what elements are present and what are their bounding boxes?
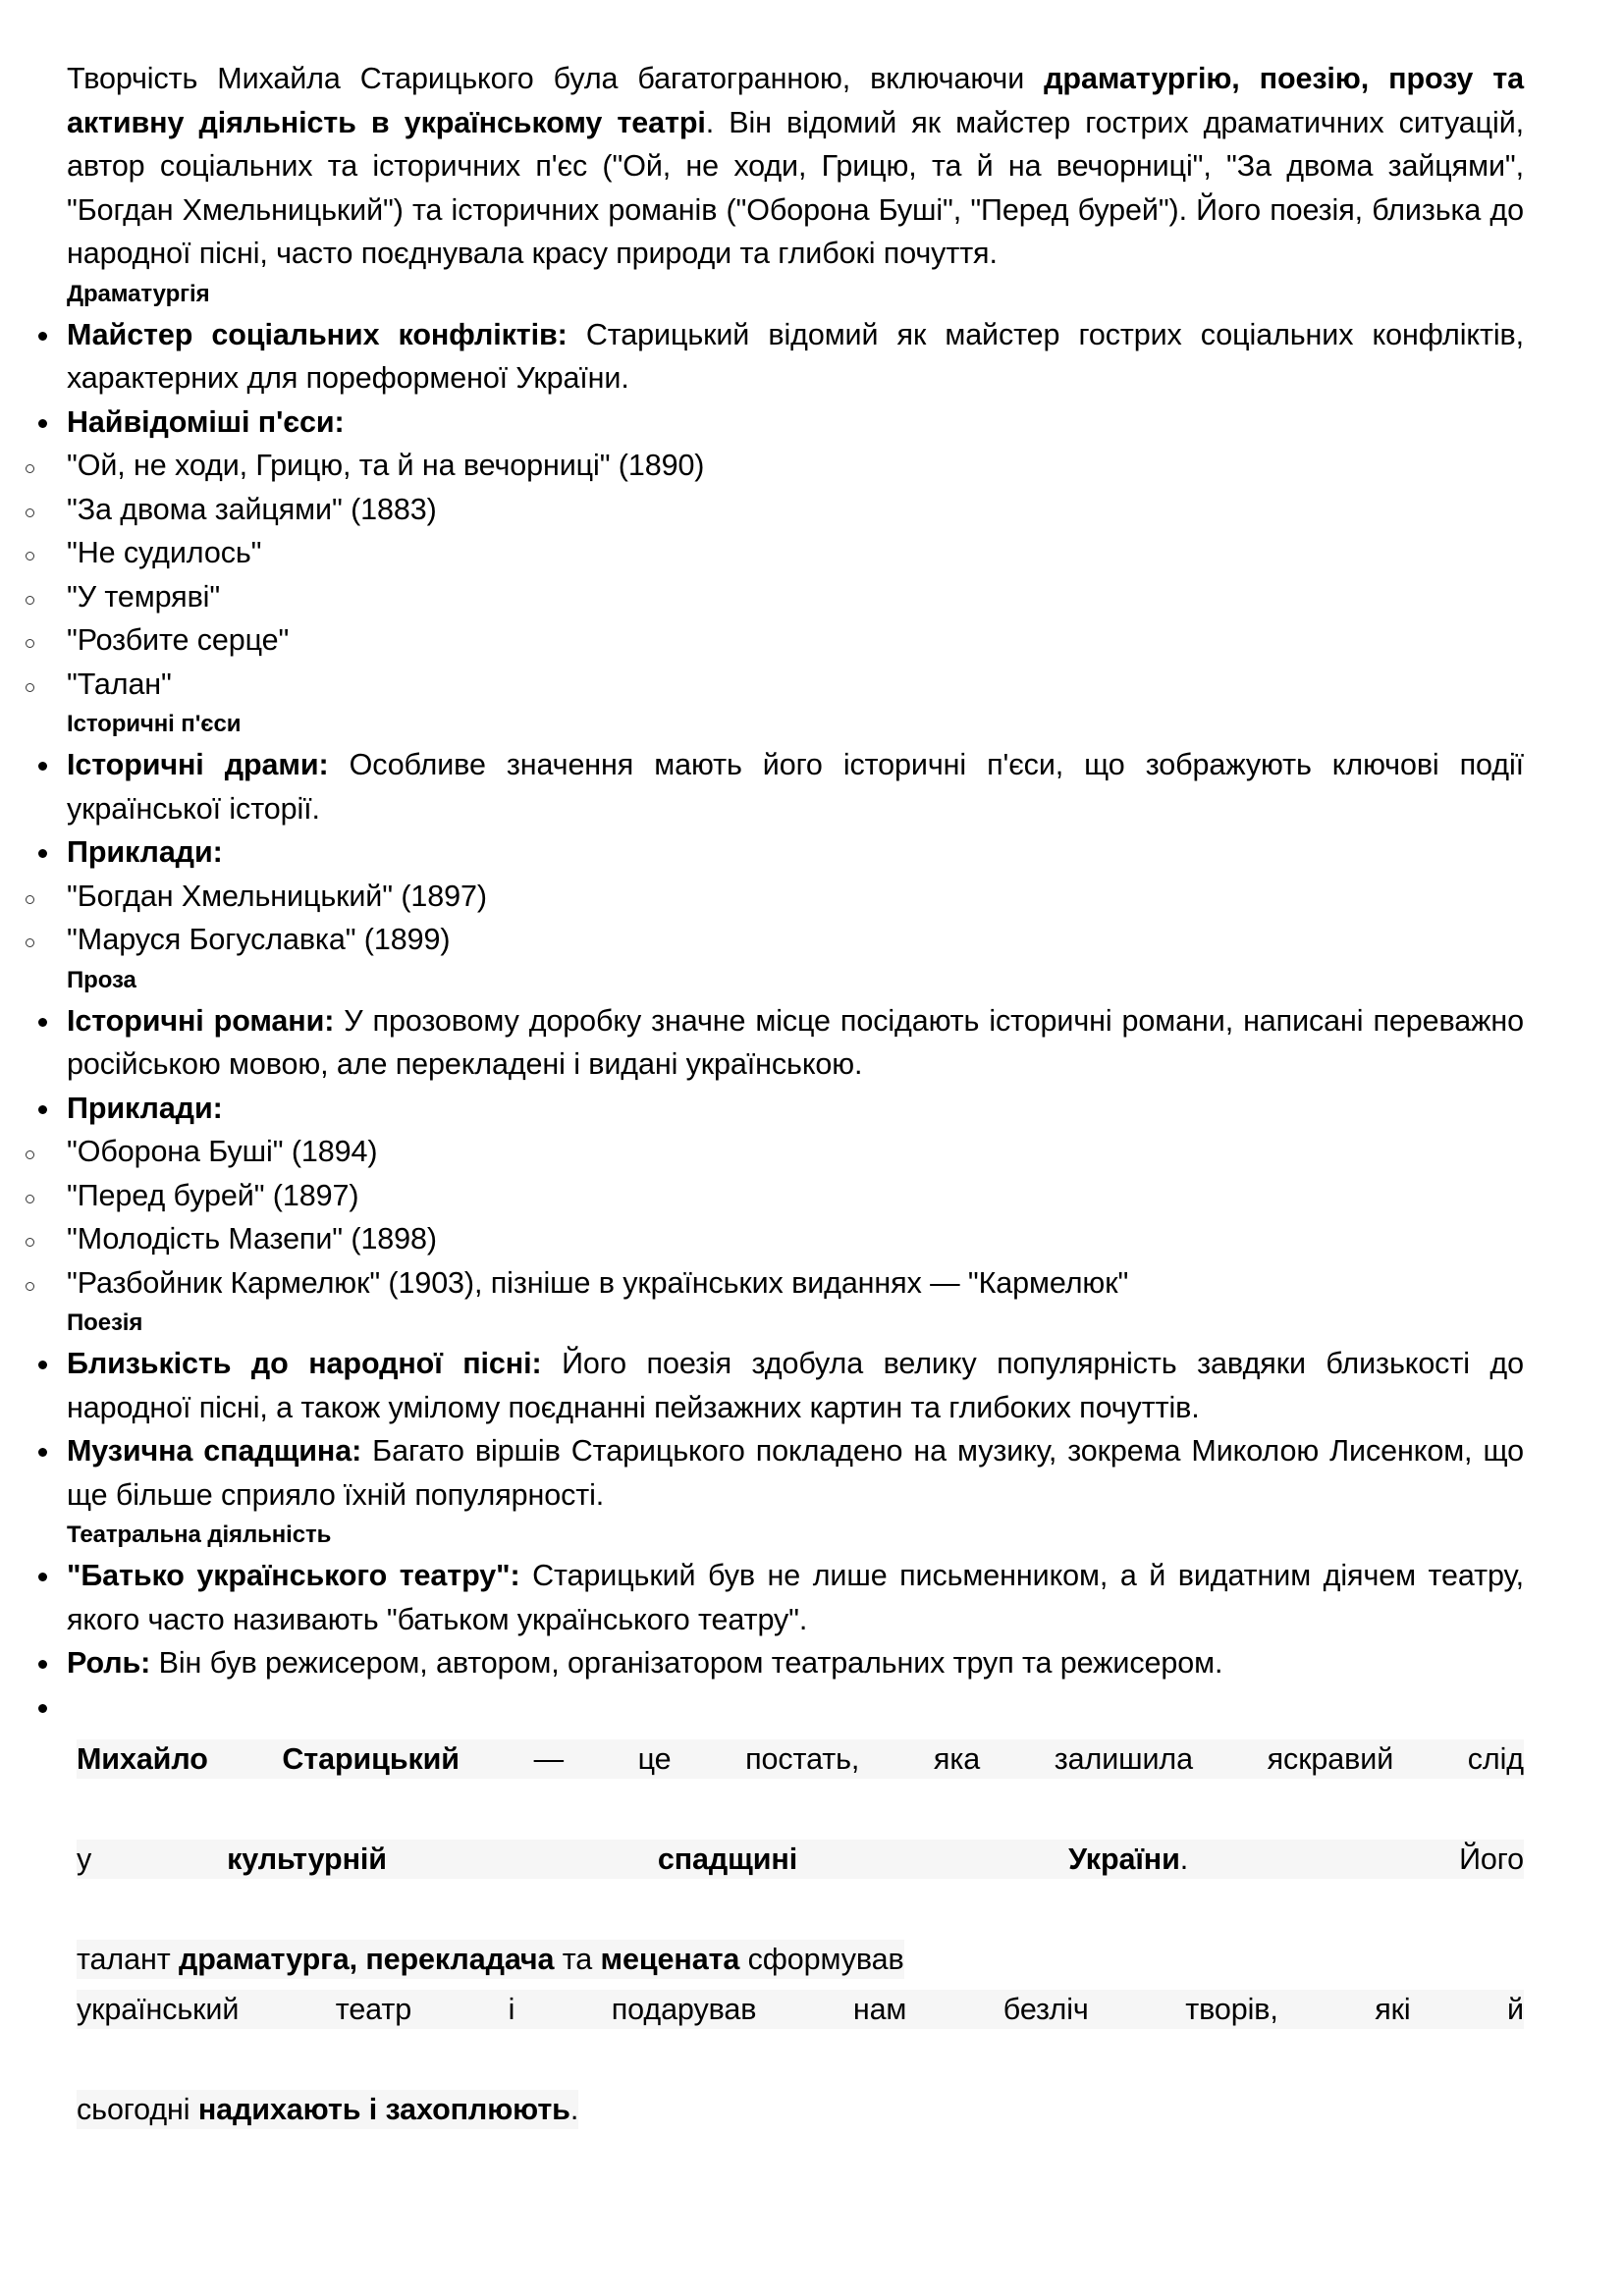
intro-bold-phrase: драматургію, поезію, прозу та активну діяльність в українському театрі	[67, 62, 1524, 139]
list-item-bold: Майстер соціальних конфліктів:	[67, 317, 568, 351]
disc-bullet-icon	[38, 332, 47, 341]
conclusion-bold-heritage: спадщині	[657, 1842, 798, 1876]
circle-bullet-icon	[26, 1195, 34, 1203]
list-item	[67, 743, 1524, 830]
list-item	[67, 1342, 1524, 1429]
list-item-text: У прозовому доробку значне місце посідають історичні романи, написані переважно російською мовою, але перекладені і видані українською.	[67, 1003, 1524, 1081]
list-item-bold: Близькість до народної пісні:	[67, 1347, 542, 1380]
conclusion-paragraph	[67, 1735, 1524, 2135]
list-item-bold: Історичні драми:	[67, 748, 329, 781]
conclusion-line5-suffix: .	[569, 2092, 579, 2126]
list-item	[67, 663, 1524, 707]
circle-bullet-icon	[26, 938, 34, 947]
list-item-text: Старицький відомий як майстер гострих соціальних конфліктів, характерних для пореформеної України.	[67, 317, 1524, 395]
circle-bullet-icon	[26, 552, 34, 561]
sublist-item-text: "У темряві"	[67, 579, 221, 614]
list-item	[67, 1174, 1524, 1218]
circle-bullet-icon	[26, 596, 34, 605]
conclusion-line3-prefix: талант	[77, 1942, 179, 1976]
conclusion-bold-playwright-translator: драматурга, перекладача	[178, 1942, 555, 1976]
list-item	[67, 1641, 1524, 1685]
conclusion-line5-prefix: сьогодні	[77, 2092, 198, 2126]
list-item-bold: Історичні романи:	[67, 1003, 335, 1038]
sublist-item-text: "Маруся Богуславка" (1899)	[67, 923, 451, 956]
list-item-bold: Музична спадщина:	[67, 1434, 362, 1468]
disc-bullet-icon	[38, 1105, 47, 1114]
list-item-bold: Найвідоміші п'єси:	[67, 404, 345, 439]
list-item	[67, 830, 1524, 875]
list-item-bold: Приклади:	[67, 1091, 223, 1125]
list-item	[67, 918, 1524, 962]
list-item	[67, 488, 1524, 532]
disc-bullet-icon	[38, 762, 47, 771]
sublist-item-text: "Богдан Хмельницький" (1897)	[67, 879, 487, 913]
disc-bullet-icon	[38, 1448, 47, 1457]
section-heading-prose: Проза	[67, 966, 136, 993]
list-item-bold: Роль:	[67, 1646, 151, 1680]
sublist-item-text: "Розбите серце"	[67, 623, 290, 657]
sublist-item-text: "Не судилось"	[67, 536, 262, 569]
section-heading-historical-plays: Історичні п'єси	[67, 711, 242, 737]
section-heading-theatre-activity: Театральна діяльність	[67, 1522, 332, 1548]
disc-bullet-icon	[38, 1018, 47, 1027]
circle-bullet-icon	[26, 1150, 34, 1159]
list-item	[67, 618, 1524, 663]
disc-bullet-icon	[38, 419, 47, 428]
sublist-item-text: "Талан"	[67, 667, 172, 701]
disc-bullet-icon	[38, 1361, 47, 1369]
sublist-item-text: "Ой, не ходи, Грицю, та й на вечорниці" (1890)	[67, 449, 705, 482]
bullet-list-theatre-activity	[67, 1554, 1524, 1729]
list-item	[67, 999, 1524, 1087]
section-heading-poetry: Поезія	[67, 1309, 143, 1336]
list-item	[67, 1429, 1524, 1517]
sublist-famous-plays	[67, 444, 1524, 706]
circle-bullet-icon	[26, 895, 34, 904]
sublist-item-text: "Разбойник Кармелюк" (1903), пізніше в українських виданнях — "Кармелюк"	[67, 1265, 1129, 1300]
conclusion-subject-bold: Михайло Старицький	[77, 1741, 460, 1776]
list-item-text: Його поезія здобула велику популярність завдяки близькості до народної пісні, а також умілому поєднанні пейзажних картин та глибоких почуттів.	[67, 1347, 1524, 1424]
list-item-text: Він був режисером, автором, організатором театральних труп та режисером.	[150, 1646, 1223, 1680]
section-heading-dramaturgy: Драматургія	[67, 280, 210, 307]
disc-bullet-icon	[38, 1704, 47, 1713]
list-item	[67, 575, 1524, 619]
list-item-bold: Приклади:	[67, 835, 223, 869]
list-item	[67, 1217, 1524, 1261]
conclusion-line1-rest: — це постать, яка залишила яскравий слід	[459, 1741, 1524, 1776]
conclusion-line2-tail: Його	[1459, 1842, 1524, 1876]
circle-bullet-icon	[26, 508, 34, 517]
list-item	[67, 1130, 1524, 1174]
circle-bullet-icon	[26, 1282, 34, 1291]
list-item	[67, 313, 1524, 400]
list-item	[67, 1087, 1524, 1131]
list-item	[67, 1554, 1524, 1641]
sublist-item-text: "Молодість Мазепи" (1898)	[67, 1222, 437, 1255]
intro-text-part2: . Він відомий як майстер гострих драматичних ситуацій, автор соціальних та історичних п'єс ("Ой, не ходи, Грицю, та й на вечорниці", "За двома зайцями", "Богдан Хмельницький") та історичних романів ("Оборона Буші", "Перед бурей"). Його поезія, близька до народної пісні, часто поєднувала красу природи та глибокі почуття.	[67, 105, 1525, 270]
disc-bullet-icon	[38, 849, 47, 858]
conclusion-line2-prefix: у	[77, 1842, 228, 1876]
list-item-text: Особливе значення мають його історичні п'єси, що зображують ключові події української історії.	[67, 748, 1524, 826]
list-item	[67, 444, 1524, 488]
conclusion-bold-inspire: надихають і захоплюють	[197, 2092, 570, 2126]
sublist-item-text: "Перед бурей" (1897)	[67, 1178, 359, 1212]
list-item-text: Багато віршів Старицького покладено на музику, зокрема Миколою Лисенком, що ще більше сприяло їхній популярності.	[67, 1434, 1524, 1512]
circle-bullet-icon	[26, 683, 34, 692]
bullet-list-dramaturgy	[67, 313, 1524, 445]
list-item	[67, 875, 1524, 919]
circle-bullet-icon	[26, 1238, 34, 1247]
list-item-text: Старицький був не лише письменником, а й видатним діячем театру, якого часто називають "батьком українського театру".	[67, 1559, 1524, 1636]
intro-paragraph	[67, 57, 1524, 276]
list-item-bold: "Батько українського театру":	[67, 1559, 520, 1592]
disc-bullet-icon	[38, 1573, 47, 1581]
conclusion-line2-suffix: .	[1179, 1842, 1189, 1876]
circle-bullet-icon	[26, 639, 34, 648]
conclusion-line3-mid: та	[554, 1942, 601, 1976]
list-item	[67, 1261, 1524, 1306]
list-item	[67, 400, 1524, 445]
sublist-item-text: "Оборона Буші" (1894)	[67, 1135, 378, 1168]
conclusion-bold-cultural: культурній	[227, 1842, 387, 1876]
bullet-list-poetry	[67, 1342, 1524, 1517]
conclusion-line3-suffix: сформував	[739, 1942, 904, 1976]
conclusion-line4: український театр і подарував нам безліч творів, які й	[77, 1992, 1524, 2026]
conclusion-bold-ukraine: України	[1068, 1842, 1180, 1876]
bullet-list-prose	[67, 999, 1524, 1131]
list-item	[67, 531, 1524, 575]
empty-list-item	[67, 1685, 1524, 1729]
sublist-historical-plays-examples	[67, 875, 1524, 962]
conclusion-bold-patron: мецената	[600, 1942, 740, 1976]
sublist-prose-examples	[67, 1130, 1524, 1305]
circle-bullet-icon	[26, 464, 34, 473]
sublist-item-text: "За двома зайцями" (1883)	[67, 492, 437, 526]
disc-bullet-icon	[38, 1660, 47, 1669]
intro-text-part1: Творчість Михайла Старицького була багатогранною, включаючи	[67, 62, 1045, 95]
bullet-list-historical-plays	[67, 743, 1524, 875]
